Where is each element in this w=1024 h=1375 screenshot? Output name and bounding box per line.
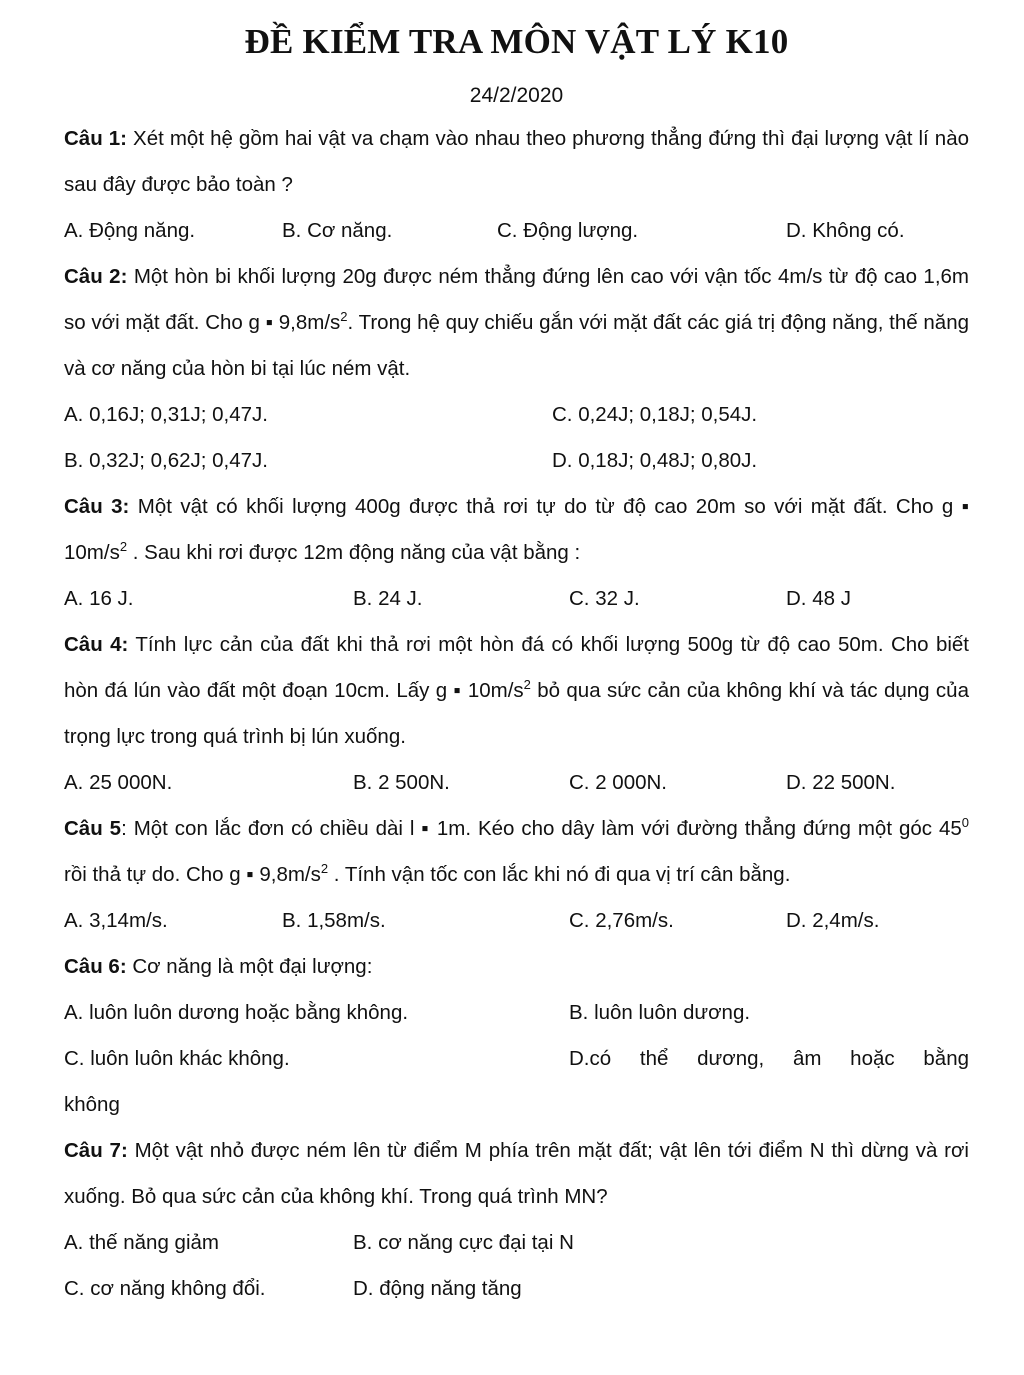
q6-option-d: D.có thể dương, âm hoặc bằng: [569, 1047, 969, 1070]
q4-option-c: C. 2 000N.: [569, 771, 667, 794]
question-4-text-1: Tính lực cản của đất khi thả rơi một hòn đá có khối lượng 500g từ độ cao 50m. Cho biết hòn đá lún vào đất một đoạn 10cm. Lấy g: [64, 633, 969, 702]
question-1-options: [64, 208, 969, 254]
q7-option-a: A. thế năng giảm: [64, 1231, 219, 1254]
question-2-options-row-1: [64, 392, 969, 438]
question-2-text-1: Một hòn bi khối lượng 20g được ném thẳng đứng lên cao với vận tốc 4m/s từ độ cao 1,6m so với mặt đất. Cho g: [64, 265, 969, 334]
question-3-exponent: 2: [119, 539, 128, 555]
q5-option-d: D. 2,4m/s.: [786, 909, 880, 932]
question-2-text-2: . Trong hệ quy chiếu gắn với mặt đất các giá trị động năng, thế năng và cơ năng của hòn bi tại lúc ném vật.: [64, 311, 970, 380]
q1-option-b: B. Cơ năng.: [282, 219, 393, 242]
question-1: [64, 116, 969, 208]
question-2-exponent: 2: [340, 309, 348, 325]
question-4-options: [64, 760, 969, 806]
question-5: [64, 806, 969, 898]
question-4-text-2: bỏ qua sức cản của không khí và tác dụng của trọng lực trong quá trình bị lún xuống.: [64, 679, 969, 748]
question-5-gravity: ▪ 9,8m/s: [246, 863, 321, 886]
q4-option-d: D. 22 500N.: [786, 771, 896, 794]
q1-option-a: A. Động năng.: [64, 219, 196, 242]
q6-option-a: A. luôn luôn dương hoặc bằng không.: [64, 1001, 409, 1024]
q7-option-d: D. động năng tăng: [353, 1277, 522, 1300]
question-7: [64, 1128, 969, 1220]
question-6-options-row-2: [64, 1036, 969, 1082]
exam-page: [64, 14, 969, 1312]
question-6: [64, 944, 969, 990]
q5-option-b: B. 1,58m/s.: [282, 909, 386, 932]
question-5-degree: 0: [961, 815, 969, 831]
q6-option-c: C. luôn luôn khác không.: [64, 1047, 290, 1070]
question-2-options-row-2: [64, 438, 969, 484]
q2-option-c: C. 0,24J; 0,18J; 0,54J.: [552, 403, 758, 426]
q5-option-a: A. 3,14m/s.: [64, 909, 168, 932]
question-4-exponent: 2: [523, 677, 531, 693]
q5-option-c: C. 2,76m/s.: [569, 909, 674, 932]
q7-option-c: C. cơ năng không đổi.: [64, 1277, 266, 1300]
question-6-label: Câu 6:: [64, 955, 127, 978]
question-5-text-1: : Một con lắc đơn có chiều dài l ▪ 1m. Kéo cho dây làm với đường thẳng đứng một góc 45: [121, 817, 962, 840]
q2-option-d: D. 0,18J; 0,48J; 0,80J.: [552, 449, 758, 472]
question-3-label: Câu 3:: [64, 495, 130, 518]
question-7-text: Một vật nhỏ được ném lên từ điểm M phía trên mặt đất; vật lên tới điểm N thì dừng và rơi xuống. Bỏ qua sức cản của không khí. Trong quá trình MN?: [64, 1139, 969, 1208]
q7-option-b: B. cơ năng cực đại tại N: [353, 1231, 574, 1254]
question-5-options: [64, 898, 969, 944]
q3-option-a: A. 16 J.: [64, 587, 134, 610]
q1-option-c: C. Động lượng.: [497, 219, 639, 242]
q3-option-c: C. 32 J.: [569, 587, 640, 610]
question-7-label: Câu 7:: [64, 1139, 128, 1162]
question-4-label: Câu 4:: [64, 633, 129, 656]
q2-option-a: A. 0,16J; 0,31J; 0,47J.: [64, 403, 268, 426]
q6-option-d-continued: không: [64, 1093, 120, 1116]
q6-option-b: B. luôn luôn dương.: [569, 1001, 751, 1024]
question-4: [64, 622, 969, 760]
question-5-label: Câu 5: [64, 817, 122, 840]
question-3-gravity: ▪ 10m/s: [64, 495, 969, 564]
question-2-label: Câu 2:: [64, 265, 128, 288]
q1-option-d: D. Không có.: [786, 219, 905, 242]
question-7-options-row-2: [64, 1266, 969, 1312]
question-1-text: Xét một hệ gồm hai vật va chạm vào nhau theo phương thẳng đứng thì đại lượng vật lí nào sau đây được bảo toàn ?: [64, 127, 969, 196]
exam-date: 24/2/2020: [469, 84, 564, 107]
question-5-exponent: 2: [320, 861, 329, 877]
question-5-text-3: . Tính vận tốc con lắc khi nó đi qua vị trí cân bằng.: [328, 863, 791, 886]
question-5-text-2: rồi thả tự do. Cho g: [64, 863, 247, 886]
question-1-label: Câu 1:: [64, 127, 127, 150]
q3-option-d: D. 48 J: [786, 587, 851, 610]
question-3-text-1: Một vật có khối lượng 400g được thả rơi tự do từ độ cao 20m so với mặt đất. Cho g: [129, 495, 962, 518]
question-2-gravity: ▪ 9,8m/s: [265, 311, 341, 334]
exam-title: ĐỀ KIỂM TRA MÔN VẬT LÝ K10: [244, 22, 789, 61]
question-3: [64, 484, 969, 576]
q3-option-b: B. 24 J.: [353, 587, 423, 610]
question-2: [64, 254, 969, 392]
question-4-gravity: ▪ 10m/s: [453, 679, 524, 702]
q4-option-a: A. 25 000N.: [64, 771, 173, 794]
q2-option-b: B. 0,32J; 0,62J; 0,47J.: [64, 449, 268, 472]
question-3-text-2: . Sau khi rơi được 12m động năng của vật bằng :: [127, 541, 581, 564]
q4-option-b: B. 2 500N.: [353, 771, 450, 794]
question-6-options-row-1: [64, 990, 969, 1036]
question-6-text: Cơ năng là một đại lượng:: [126, 955, 373, 978]
question-7-options-row-1: [64, 1220, 969, 1266]
question-3-options: [64, 576, 969, 622]
